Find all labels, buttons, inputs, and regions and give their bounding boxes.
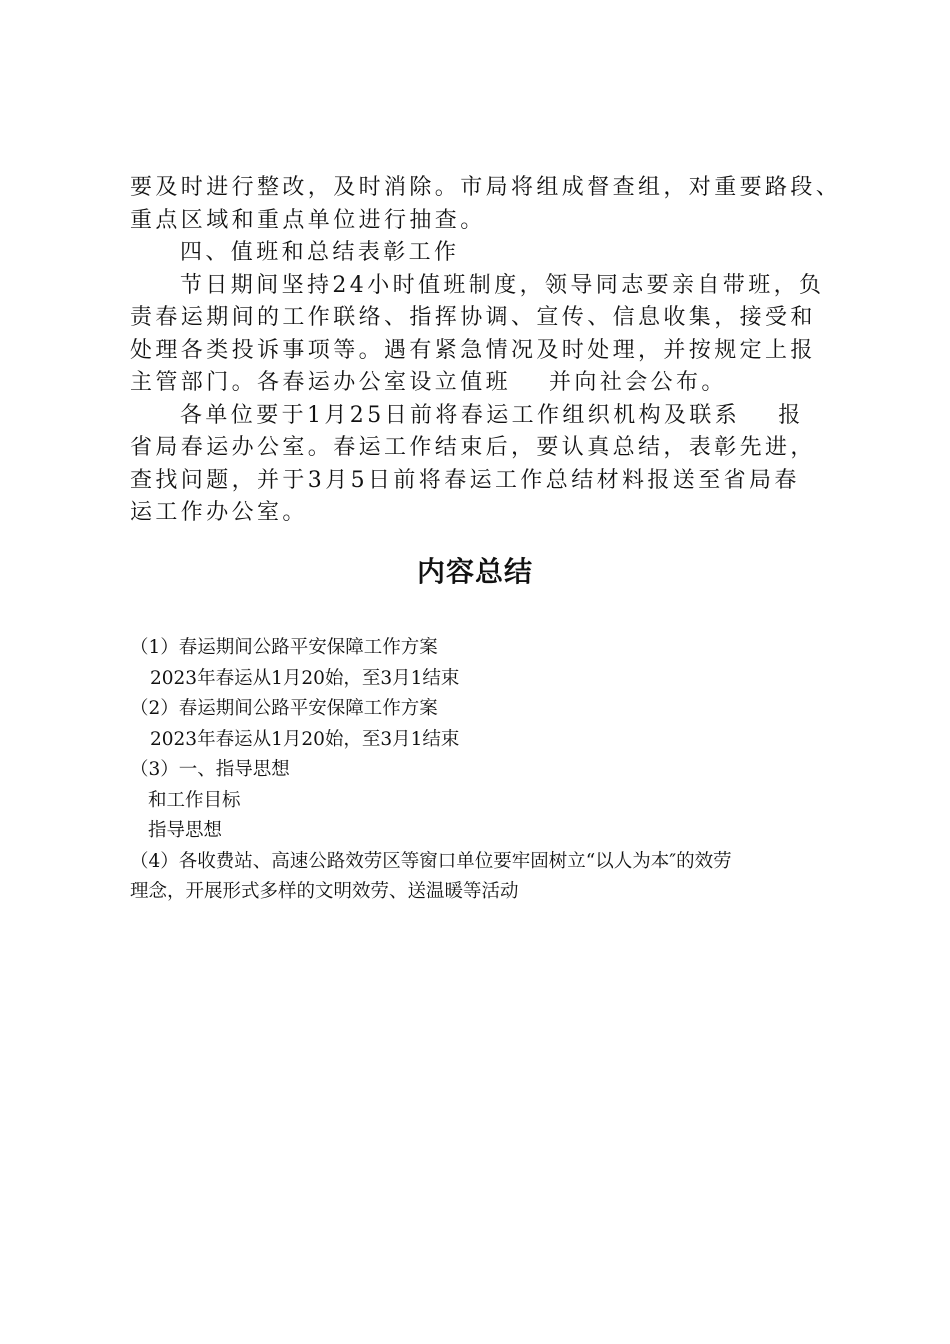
body-line-part: 各单位要于1月25日前将春运工作组织机构及联系 — [180, 402, 741, 428]
body-line: 省局春运办公室。春运工作结束后，要认真总结，表彰先进， — [130, 435, 816, 460]
body-line: 处理各类投诉事项等。遇有紧急情况及时处理，并按规定上报 — [130, 337, 816, 363]
section-heading: 四、值班和总结表彰工作 — [180, 240, 460, 265]
body-line: 重点区域和重点单位进行抽查。 — [130, 207, 486, 233]
summary-item: （1）春运期间公路平安保障工作方案 — [130, 637, 438, 658]
summary-item: 指导思想 — [148, 820, 223, 841]
body-line — [130, 367, 830, 400]
body-text — [130, 172, 842, 530]
body-line: 要及时进行整改，及时消除。市局将组成督查组，对重要路段、 — [130, 175, 842, 200]
body-line: 节日期间坚持24小时值班制度，领导同志要亲自带班，负 — [180, 272, 825, 298]
body-line: 查找问题，并于3月5日前将春运工作总结材料报送至省局春 — [130, 467, 800, 493]
summary-item: （3）一、指导思想 — [130, 759, 290, 780]
summary-item: （2）春运期间公路平安保障工作方案 — [130, 698, 438, 719]
body-line-part: 主管部门。各春运办公室设立值班 — [130, 370, 512, 395]
body-line: 责春运期间的工作联络、指挥协调、宣传、信息收集，接受和 — [130, 305, 816, 330]
body-line-part: 报 — [778, 402, 804, 428]
summary-item: 理念，开展形式多样的文明效劳、送温暖等活动 — [130, 881, 519, 902]
summary-list — [130, 633, 830, 908]
body-line: 运工作办公室。 — [130, 500, 308, 525]
summary-item: （4）各收费站、高速公路效劳区等窗口单位要牢固树立“以人为本″的效劳 — [130, 850, 732, 872]
summary-item: 2023年春运从1月20始，至3月1结束 — [150, 667, 460, 689]
summary-item: 2023年春运从1月20始，至3月1结束 — [150, 728, 460, 750]
summary-title: 内容总结 — [416, 555, 533, 588]
body-line-part: 并向社会公布。 — [549, 370, 727, 395]
body-line — [130, 400, 830, 433]
summary-item: 和工作目标 — [148, 789, 241, 811]
